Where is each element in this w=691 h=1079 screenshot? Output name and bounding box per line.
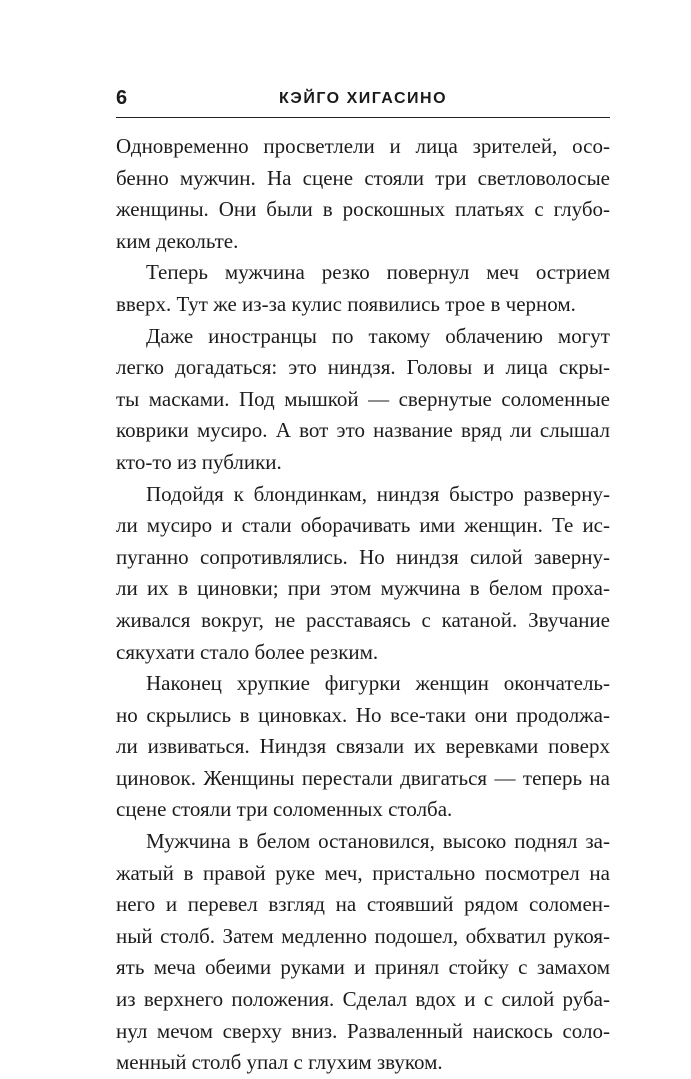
paragraph bbox=[116, 131, 610, 257]
text-line: нул мечом сверху вниз. Разваленный наискось соло- bbox=[116, 1018, 610, 1043]
header-rule bbox=[116, 117, 610, 118]
text-line: менный столб упал с глухим звуком. bbox=[116, 1050, 443, 1075]
text-line: живался вокруг, не расставаясь с катаной. Звучание bbox=[116, 607, 610, 632]
text-line: ли их в циновки; при этом мужчина в белом проха- bbox=[116, 576, 610, 601]
paragraph bbox=[116, 826, 610, 1079]
text-line: бенно мужчин. На сцене стояли три светловолосые bbox=[116, 165, 610, 190]
text-line: ли извиваться. Ниндзя связали их веревками поверх bbox=[116, 734, 610, 759]
text-line: легко догадаться: это ниндзя. Головы и лица скры- bbox=[116, 355, 610, 380]
text-line: пуганно сопротивлялись. Но ниндзя силой заверну- bbox=[116, 544, 610, 569]
text-line: вверх. Тут же из-за кулис появились трое в черном. bbox=[116, 291, 576, 316]
paragraph bbox=[116, 257, 610, 320]
paragraph bbox=[116, 479, 610, 669]
text-line: ты масками. Под мышкой — свернутые соломенные bbox=[116, 386, 610, 411]
text-line: коврики мусиро. А вот это название вряд ли слышал bbox=[116, 418, 610, 443]
text-line: но скрылись в циновках. Но все-таки они продолжа- bbox=[116, 702, 610, 727]
text-line: циновок. Женщины перестали двигаться — теперь на bbox=[116, 765, 610, 790]
text-line: ли мусиро и стали оборачивать ими женщин. Те ис- bbox=[116, 513, 610, 538]
text-line: сцене стояли три соломенных столба. bbox=[116, 797, 453, 822]
text-line: Теперь мужчина резко повернул меч острием bbox=[146, 260, 610, 285]
text-line: жатый в правой руке меч, пристально посмотрел на bbox=[116, 860, 610, 885]
text-line: Одновременно просветлели и лица зрителей, осо- bbox=[116, 134, 610, 158]
paragraph bbox=[116, 321, 610, 479]
text-line: него и перевел взгляд на стоявший рядом соломен- bbox=[116, 892, 610, 917]
running-head bbox=[116, 82, 610, 114]
text-line: Подойдя к блондинкам, ниндзя быстро разверну- bbox=[146, 481, 610, 506]
text-line: ять меча обеими руками и принял стойку с замахом bbox=[116, 955, 610, 980]
text-line: ким декольте. bbox=[116, 228, 239, 253]
page-number: 6 bbox=[116, 87, 128, 109]
text-line: Даже иностранцы по такому облачению могут bbox=[146, 323, 610, 348]
running-head-author: КЭЙГО ХИГАСИНО bbox=[278, 90, 448, 107]
text-line: Наконец хрупкие фигурки женщин окончатель- bbox=[146, 671, 610, 696]
body-text bbox=[116, 131, 610, 1079]
text-line: ный столб. Затем медленно подошел, обхватил рукоя- bbox=[116, 923, 610, 948]
text-line: женщины. Они были в роскошных платьях с глубо- bbox=[116, 197, 610, 222]
text-line: сякухати стало более резким. bbox=[116, 639, 379, 664]
text-line: Мужчина в белом остановился, высоко поднял за- bbox=[146, 829, 610, 854]
paragraph bbox=[116, 668, 610, 826]
text-line: из верхнего положения. Сделал вдох и с силой руба- bbox=[116, 987, 610, 1012]
text-line: кто-то из публики. bbox=[116, 449, 282, 474]
